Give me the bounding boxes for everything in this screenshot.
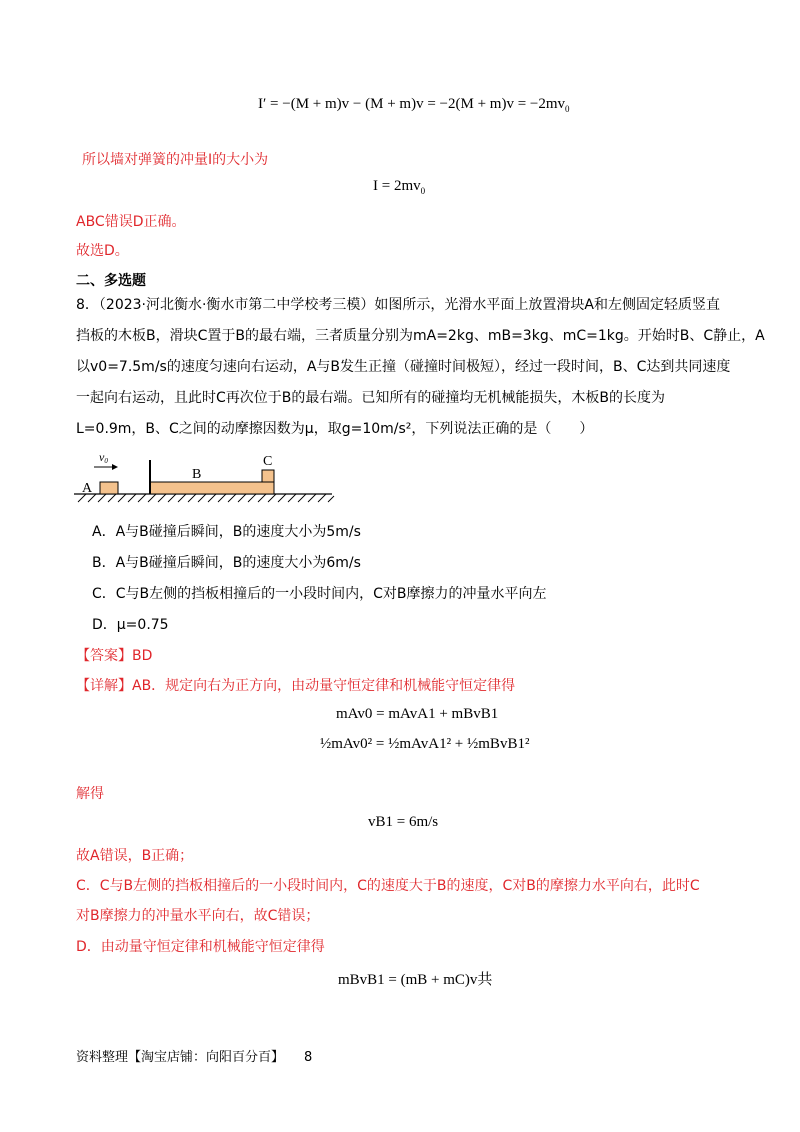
choose-d-text: 故选D。 [76,243,129,259]
block-c [262,470,274,482]
question-line-1: 8．（2023·河北衡水·衡水市第二中学校考三模）如图所示，光滑水平面上放置滑块A和左侧固定轻质竖直 [76,297,721,313]
equation-momentum: mAv0 = mAvA1 + mBvB1 [336,706,499,722]
answer-text: 【答案】BD [76,648,153,664]
solve-text: 解得 [76,786,104,802]
equation-impulse-magnitude: $I = 2mv_0$ [373,178,426,196]
question-line-3: 以v0=7.5m/s的速度匀速向右运动，A与B发生正撞（碰撞时间极短），经过一段时间，B、C达到共同速度 [76,359,731,375]
equation-vb1: vB1 = 6m/s [368,814,439,830]
question-line-2: 挡板的木板B，滑块C置于B的最右端，三者质量分别为mA=2kg、mB=3kg、mC=1kg。开始时B、C静止，A [76,328,765,344]
option-b: B．A与B碰撞后瞬间，B的速度大小为6m/s [92,555,361,571]
equation-energy: ½mAv0² = ½mAvA1² + ½mBvB1² [320,736,530,752]
board-b [150,482,274,494]
label-b: B [192,467,202,482]
d-explain-line: D．由动量守恒定律和机械能守恒定律得 [76,939,325,955]
velocity-arrowhead [112,464,118,470]
c-explain-line-1: C．C与B左侧的挡板相撞后的一小段时间内，C的速度大于B的速度，C对B的摩擦力水平向右，此时C [76,878,700,894]
question-line-4: 一起向右运动，且此时C再次位于B的最右端。已知所有的碰撞均无机械能损失，木板B的长度为 [76,390,665,406]
abc-wrong-text: ABC错误D正确。 [76,214,186,230]
equation-common-velocity: mBvB1 = (mB + mC)v共 [338,972,493,988]
footer-text: 资料整理【淘宝店铺：向阳百分百】 [76,1050,285,1065]
ground-hatching [78,494,334,502]
option-a: A．A与B碰撞后瞬间，B的速度大小为5m/s [92,524,361,540]
wall-impulse-text: 所以墙对弹簧的冲量I的大小为 [82,152,269,168]
option-c: C．C与B左侧的挡板相撞后的一小段时间内，C对B摩擦力的冲量水平向左 [92,586,547,602]
label-c: C [263,454,273,469]
option-d: D．μ=0.75 [92,617,169,633]
detail-intro: 【详解】AB．规定向右为正方向，由动量守恒定律和机械能守恒定律得 [76,678,516,694]
section-heading: 二、多选题 [76,273,146,289]
label-v0: v0 [99,450,108,465]
collision-diagram [70,448,340,508]
block-a [100,482,118,494]
label-a: A [82,481,93,496]
c-explain-line-2: 对B摩擦力的冲量水平向右，故C错误； [76,908,320,924]
equation-impulse: $I' = -(M + m)v - (M + m)v = -2(M + m)v = -2mv_0$ [258,96,570,114]
question-line-5: L=0.9m，B、C之间的动摩擦因数为μ，取g=10m/s²，下列说法正确的是（ ） [76,421,594,437]
page-number: 8 [304,1050,313,1065]
a-wrong-text: 故A错误，B正确； [76,848,194,864]
